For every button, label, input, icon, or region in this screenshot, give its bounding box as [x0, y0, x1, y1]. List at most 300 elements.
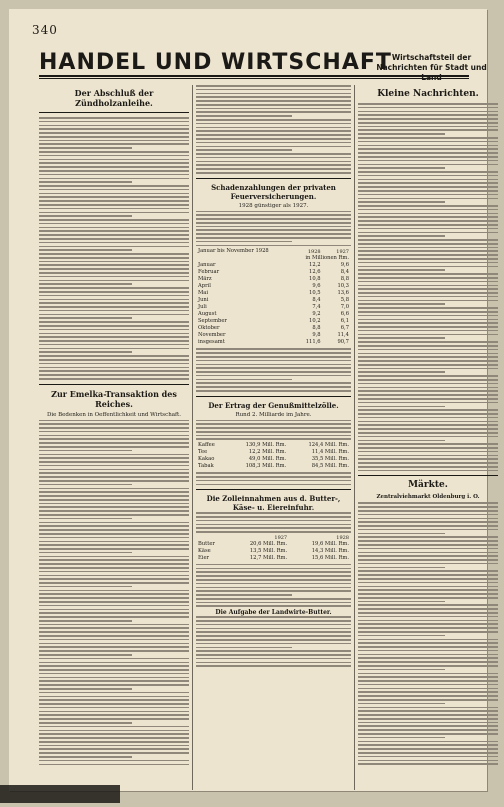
text-line — [196, 476, 351, 478]
text-line — [358, 137, 498, 139]
article-body — [358, 103, 498, 471]
text-line — [39, 677, 189, 679]
text-line — [358, 262, 498, 264]
text-line — [39, 242, 189, 244]
text-line — [39, 208, 189, 210]
text-line — [358, 337, 445, 339]
text-line — [196, 531, 351, 533]
article-body — [196, 420, 351, 441]
text-line — [39, 454, 189, 456]
text-line — [196, 138, 351, 140]
text-line — [358, 589, 498, 591]
text-line — [39, 541, 189, 543]
text-line — [39, 132, 189, 134]
table-row — [196, 311, 351, 318]
article-body — [196, 211, 351, 247]
article-heading: Der Ertrag der Genußmittelzölle. — [208, 400, 339, 410]
text-line — [358, 232, 498, 234]
text-line — [358, 447, 498, 449]
text-line — [358, 506, 498, 508]
text-line — [358, 428, 498, 430]
text-line — [358, 502, 498, 504]
table-cell: 10,2 — [309, 318, 321, 325]
text-line — [39, 760, 189, 762]
text-line — [358, 269, 445, 271]
text-line — [196, 382, 351, 384]
text-line — [358, 398, 498, 400]
text-line — [39, 609, 189, 611]
text-line — [39, 355, 189, 357]
masthead-rule — [39, 75, 469, 77]
text-line — [196, 587, 351, 589]
text-line — [196, 104, 351, 106]
table-cell: Januar — [198, 262, 216, 269]
text-line — [39, 533, 189, 535]
table-cell: 84,5 Mill. Rm. — [311, 463, 349, 470]
text-line — [39, 438, 189, 440]
text-line — [196, 356, 351, 358]
table-cell: 5,8 — [340, 297, 349, 304]
text-line — [358, 421, 498, 423]
table-cell: 12,6 — [309, 269, 321, 276]
text-line — [358, 533, 445, 535]
table-cell: 13,5 Mill. Rm. — [249, 547, 288, 554]
article-body — [39, 420, 189, 766]
text-line — [39, 469, 189, 471]
text-line — [196, 157, 351, 159]
table-cell: Butter — [198, 540, 215, 547]
text-line — [358, 213, 498, 215]
text-line — [358, 182, 498, 184]
text-line — [196, 423, 351, 425]
text-line — [39, 499, 189, 501]
text-line — [196, 130, 351, 132]
text-line — [358, 375, 498, 377]
text-line — [39, 662, 189, 664]
text-line — [39, 711, 189, 713]
text-line — [358, 235, 445, 237]
text-line — [358, 665, 498, 667]
text-line — [39, 658, 189, 660]
article-subheading: Die Bedenken in Oeffentlichkeit und Wirtschaft. — [46, 411, 182, 418]
text-line — [196, 427, 351, 429]
text-line — [39, 212, 189, 214]
table-cell: Mai — [198, 290, 209, 297]
text-line — [358, 167, 445, 169]
column-2 — [196, 85, 351, 669]
text-line — [358, 458, 498, 460]
table-cell: 9,2 — [312, 311, 321, 318]
article-body — [358, 502, 498, 765]
text-line — [358, 160, 498, 162]
article-heading: Der Abschluß der Zündholzanleihe. — [74, 88, 154, 108]
text-line — [39, 624, 189, 626]
text-line — [39, 692, 189, 694]
text-line — [39, 340, 189, 342]
text-line — [196, 484, 351, 486]
text-line — [39, 325, 189, 327]
table-row — [196, 276, 351, 283]
text-line — [39, 227, 189, 229]
text-line — [196, 520, 351, 522]
text-line — [358, 209, 498, 211]
table-cell: August — [198, 311, 217, 318]
table-row — [196, 555, 351, 562]
text-line — [358, 586, 498, 588]
divider — [196, 489, 351, 490]
text-line — [358, 570, 498, 572]
column-header: 1928 — [336, 534, 349, 541]
text-line — [358, 695, 498, 697]
text-line — [358, 760, 498, 762]
text-line — [358, 247, 498, 249]
text-line — [358, 258, 498, 260]
table-cell: 15,6 Mill. Rm. — [311, 554, 349, 561]
text-line — [358, 673, 498, 675]
text-line — [39, 306, 189, 308]
text-line — [196, 379, 292, 381]
text-line — [358, 548, 498, 550]
text-line — [358, 510, 498, 512]
text-line — [358, 432, 498, 434]
text-line — [196, 229, 351, 231]
text-line — [196, 480, 351, 482]
text-line — [196, 590, 351, 592]
text-line — [358, 406, 445, 408]
text-line — [39, 639, 189, 641]
text-line — [39, 185, 189, 187]
text-line — [39, 726, 189, 728]
article-heading: Schadenzahlungen der privaten Feuerversicherungen. — [211, 182, 336, 201]
text-line — [358, 394, 498, 396]
table-cell: 9,8 — [312, 332, 321, 339]
text-line — [358, 699, 498, 701]
text-line — [39, 503, 189, 505]
text-line — [39, 688, 132, 690]
text-line — [39, 510, 189, 512]
text-line — [196, 375, 351, 377]
text-line — [39, 336, 189, 338]
text-line — [39, 261, 189, 263]
table-cell: September — [198, 318, 227, 325]
text-line — [39, 196, 189, 198]
text-line — [358, 612, 498, 614]
text-line — [39, 170, 189, 172]
text-line — [358, 413, 498, 415]
text-line — [196, 108, 351, 110]
text-line — [358, 536, 498, 538]
column-header: 1928 — [307, 248, 321, 255]
text-line — [39, 654, 132, 656]
text-line — [39, 552, 132, 554]
text-line — [358, 402, 498, 404]
text-line — [358, 190, 498, 192]
text-line — [39, 745, 189, 747]
text-line — [358, 623, 498, 625]
text-line — [358, 114, 498, 116]
luxury-duties-table — [196, 442, 351, 470]
table-cell: 6,7 — [340, 325, 349, 332]
text-line — [39, 612, 189, 614]
text-line — [196, 168, 351, 170]
table-cell: 20,6 Mill. Rm. — [249, 540, 288, 547]
text-line — [39, 548, 189, 550]
text-line — [39, 128, 189, 130]
text-line — [358, 353, 498, 355]
article-subheading: 1928 günstiger als 1927. — [238, 202, 309, 209]
table-cell: Oktober — [198, 325, 220, 332]
text-line — [358, 171, 498, 173]
table-cell: 10,8 — [309, 276, 321, 283]
text-line — [358, 436, 498, 438]
text-line — [358, 296, 498, 298]
text-line — [39, 446, 189, 448]
text-line — [358, 179, 498, 181]
text-line — [39, 586, 132, 588]
text-line — [358, 642, 498, 644]
text-line — [358, 552, 498, 554]
table-cell: März — [198, 276, 212, 283]
text-line — [39, 317, 132, 319]
table-cell: 11,4 Mill. Rm. — [311, 449, 349, 456]
total-label: insgesamt — [198, 339, 225, 346]
column-3 — [358, 85, 498, 767]
text-line — [196, 575, 351, 577]
text-line — [196, 367, 351, 369]
text-line — [358, 254, 498, 256]
text-line — [196, 119, 351, 121]
text-line — [39, 268, 189, 270]
text-line — [358, 409, 498, 411]
text-line — [196, 624, 351, 626]
text-line — [358, 126, 498, 128]
text-line — [39, 374, 189, 376]
text-line — [196, 222, 351, 224]
text-line — [358, 303, 445, 305]
text-line — [358, 563, 498, 565]
text-line — [39, 287, 189, 289]
table-cell: Tee — [198, 449, 208, 456]
text-line — [358, 756, 498, 758]
text-line — [196, 579, 351, 581]
text-line — [39, 563, 189, 565]
table-cell: 108,3 Mill. Rm. — [245, 463, 287, 470]
text-line — [358, 300, 498, 302]
text-line — [358, 703, 445, 705]
text-line — [39, 514, 189, 516]
article-subheading: Zentralviehmarkt Oldenburg i. O. — [376, 494, 480, 501]
text-line — [39, 378, 189, 380]
text-line — [358, 684, 498, 686]
text-line — [39, 219, 189, 221]
table-row — [196, 269, 351, 276]
text-line — [358, 741, 498, 743]
text-line — [358, 582, 498, 584]
text-line — [196, 111, 351, 113]
text-line — [358, 326, 498, 328]
text-line — [196, 127, 351, 129]
table-cell: April — [198, 283, 211, 290]
text-line — [358, 107, 498, 109]
table-cell: 10,5 — [309, 290, 321, 297]
text-line — [358, 646, 498, 648]
text-line — [358, 737, 445, 739]
text-line — [358, 224, 498, 226]
text-line — [196, 352, 351, 354]
text-line — [196, 435, 351, 437]
table-caption: Januar bis November 1928 — [198, 248, 269, 255]
table-row — [196, 283, 351, 290]
text-line — [39, 450, 132, 452]
text-line — [358, 390, 498, 392]
text-line — [196, 93, 351, 95]
text-line — [39, 238, 189, 240]
total-1928: 111,6 — [305, 339, 321, 346]
text-line — [39, 764, 189, 766]
text-line — [39, 643, 189, 645]
text-line — [358, 307, 498, 309]
text-line — [196, 153, 351, 155]
text-line — [358, 604, 498, 606]
text-line — [196, 214, 351, 216]
text-line — [358, 311, 498, 313]
text-line — [358, 345, 498, 347]
text-line — [358, 620, 498, 622]
text-line — [358, 676, 498, 678]
text-line — [358, 725, 498, 727]
table-cell: 6,1 — [340, 318, 349, 325]
text-line — [358, 250, 498, 252]
text-line — [358, 608, 498, 610]
text-line — [358, 514, 498, 516]
page-number: 340 — [32, 23, 58, 37]
text-line — [39, 143, 189, 145]
table-row — [196, 297, 351, 304]
text-line — [196, 172, 351, 174]
divider — [196, 396, 351, 397]
text-line — [358, 661, 498, 663]
text-line — [196, 598, 351, 600]
table-cell: 12,2 — [309, 262, 321, 269]
text-line — [358, 164, 498, 166]
table-row — [196, 262, 351, 269]
text-line — [39, 559, 189, 561]
text-line — [196, 564, 351, 566]
text-line — [39, 488, 189, 490]
text-line — [39, 427, 189, 429]
text-line — [196, 100, 351, 102]
text-line — [358, 281, 498, 283]
text-line — [196, 123, 351, 125]
column-divider — [354, 85, 355, 790]
archive-scan-mark — [0, 785, 120, 803]
text-line — [196, 85, 351, 87]
text-line — [39, 147, 132, 149]
text-line — [358, 748, 498, 750]
text-line — [358, 635, 445, 637]
text-line — [196, 142, 351, 144]
column-header: 1927 — [336, 248, 349, 255]
text-line — [358, 688, 498, 690]
text-line — [358, 424, 498, 426]
table-row — [196, 318, 351, 325]
text-line — [39, 420, 189, 422]
masthead-title: HANDEL UND WIRTSCHAFT — [39, 50, 392, 75]
article-body — [196, 85, 351, 174]
text-line — [358, 616, 498, 618]
text-line — [39, 722, 132, 724]
newspaper-page — [9, 9, 487, 791]
text-line — [39, 435, 189, 437]
text-line — [39, 193, 189, 195]
article-body — [39, 117, 189, 380]
table-cell: 9,6 — [312, 283, 321, 290]
table-row — [196, 449, 351, 456]
text-line — [358, 729, 498, 731]
text-line — [39, 249, 132, 251]
table-cell: Juni — [198, 297, 209, 304]
text-line — [39, 461, 189, 463]
text-line — [358, 349, 498, 351]
text-line — [39, 264, 189, 266]
text-line — [358, 315, 498, 317]
text-line — [39, 635, 189, 637]
text-line — [196, 571, 351, 573]
table-row — [196, 304, 351, 311]
text-line — [39, 431, 189, 433]
text-line — [39, 246, 189, 248]
text-line — [39, 329, 189, 331]
column-divider — [192, 85, 193, 790]
article-heading: Zur Emelka-Transaktion des Reiches. — [51, 388, 177, 409]
text-line — [358, 228, 498, 230]
table-row — [196, 442, 351, 449]
text-line — [358, 129, 498, 131]
text-line — [358, 597, 498, 599]
total-1927: 90,7 — [337, 339, 349, 346]
text-line — [358, 710, 498, 712]
text-line — [358, 319, 498, 321]
text-line — [358, 364, 498, 366]
table-cell: 14,3 Mill. Rm. — [311, 547, 349, 554]
text-line — [196, 662, 351, 664]
text-line — [39, 616, 189, 618]
text-line — [196, 654, 351, 656]
divider — [196, 178, 351, 179]
table-cell: 8,4 — [340, 269, 349, 276]
text-line — [358, 714, 498, 716]
text-line — [358, 379, 498, 381]
table-cell: 12,7 Mill. Rm. — [249, 554, 288, 561]
text-line — [358, 451, 498, 453]
table-cell: Kaffee — [198, 442, 215, 449]
text-line — [196, 364, 351, 366]
text-line — [39, 529, 189, 531]
text-line — [39, 299, 189, 301]
text-line — [39, 295, 189, 297]
table-cell: Tabak — [198, 463, 214, 470]
text-line — [358, 292, 498, 294]
text-line — [39, 166, 189, 168]
text-line — [196, 650, 351, 652]
table-cell: 13,6 — [337, 290, 349, 297]
text-line — [358, 205, 498, 207]
text-line — [39, 140, 189, 142]
text-line — [358, 455, 498, 457]
text-line — [39, 620, 132, 622]
article-heading: Die Zolleinnahmen aus d. Butter-, Käse- u. Eiereinfuhr. — [206, 494, 341, 513]
text-line — [358, 518, 498, 520]
